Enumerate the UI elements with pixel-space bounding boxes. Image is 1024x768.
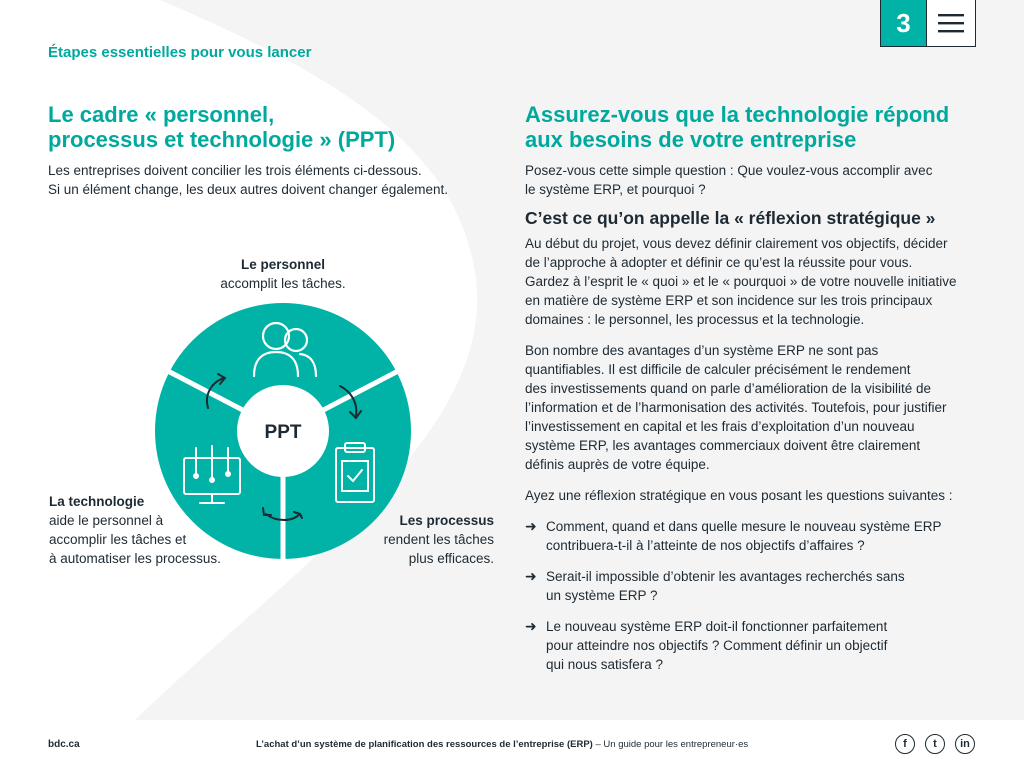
paragraph-1-line: de l’approche à adopter et définir ce qu’est la réussite pour vous. — [525, 255, 913, 270]
question-text — [546, 517, 966, 555]
question-line: Comment, quand et dans quelle mesure le nouveau système ERP — [546, 519, 942, 534]
technology-label-line2: accomplir les tâches et — [49, 532, 187, 547]
paragraph-2-line: Bon nombre des avantages d’un système ERP ne sont pas — [525, 343, 879, 358]
linkedin-icon[interactable]: in — [955, 734, 975, 754]
paragraph-1 — [525, 234, 980, 329]
question-item — [525, 617, 965, 677]
paragraph-2-line: l’information et de l’harmonisation des activités. Toutefois, pour justifier — [525, 400, 947, 415]
question-item — [525, 567, 965, 607]
question-line: Serait-il impossible d’obtenir les avantages recherchés sans — [546, 569, 905, 584]
section-eyebrow: Étapes essentielles pour vous lancer — [48, 44, 312, 61]
technology-label-line3: à automatiser les processus. — [49, 551, 221, 566]
technology-label-line1: aide le personnel à — [49, 513, 164, 528]
question-line: un système ERP ? — [546, 588, 658, 603]
paragraph-2-line: des investissements quand on parle d’amélioration de la visibilité de — [525, 381, 931, 396]
paragraph-2 — [525, 341, 980, 474]
question-item — [525, 517, 965, 557]
paragraph-2-line: définis auprès de votre équipe. — [525, 457, 710, 472]
process-label-line2: plus efficaces. — [408, 551, 494, 566]
people-label-title: Le personnel — [240, 257, 326, 272]
process-label-title: Les processus — [399, 513, 494, 528]
arrow-right-icon: ➜ — [525, 518, 537, 534]
paragraph-1-line: Au début du projet, vous devez définir clairement vos objectifs, décider — [525, 236, 948, 251]
footer-title-bold: L’achat d’un système de planification des ressources de l’entreprise (ERP) — [256, 739, 593, 750]
people-label-text: accomplit les tâches. — [220, 276, 346, 291]
ppt-diagram — [150, 298, 416, 564]
facebook-icon[interactable]: f — [895, 734, 915, 754]
chapter-number-badge[interactable]: 3 — [880, 0, 927, 47]
left-heading-line1: Le cadre « personnel, — [48, 102, 275, 127]
left-intro-line2: Si un élément change, les deux autres doivent changer également. — [48, 182, 449, 197]
arrow-right-icon: ➜ — [525, 568, 537, 584]
footer-title-rest: – Un guide pour les entrepreneur·es — [592, 739, 749, 750]
right-intro-line1: Posez-vous cette simple question : Que voulez-vous accomplir avec — [525, 163, 933, 178]
paragraph-2-line: l’investissement en capital et les frais d’exploitation d’un nouveau — [525, 419, 915, 434]
right-heading-line1: Assurez-vous que la technologie répond — [525, 102, 950, 127]
paragraph-2-line: système ERP, les avantages commerciaux doivent être clairement — [525, 438, 921, 453]
paragraph-1-line: en matière de système ERP et son incidence sur les trois principaux — [525, 293, 933, 308]
hamburger-menu-icon — [938, 13, 964, 33]
paragraph-1-line: Gardez à l’esprit le « quoi » et le « pourquoi » de votre nouvelle initiative — [525, 274, 957, 289]
left-intro-line1: Les entreprises doivent concilier les trois éléments ci-dessous. — [48, 163, 422, 178]
question-line: Le nouveau système ERP doit-il fonctionner parfaitement — [546, 619, 888, 634]
strategic-thinking-subhead: C’est ce qu’on appelle la « réflexion stratégique » — [525, 208, 936, 228]
footer-document-title — [256, 739, 748, 750]
question-line: qui nous satisfera ? — [546, 657, 664, 672]
process-label-line1: rendent les tâches — [383, 532, 494, 547]
right-intro — [525, 161, 975, 199]
footer — [0, 720, 1024, 768]
footer-site-link[interactable]: bdc.ca — [48, 739, 80, 750]
question-line: contribuera-t-il à l’atteinte de nos objectifs d’affaires ? — [546, 538, 865, 553]
question-text — [546, 617, 966, 674]
right-intro-line2: le système ERP, et pourquoi ? — [525, 182, 706, 197]
technology-label-title: La technologie — [49, 494, 145, 509]
people-label — [190, 255, 376, 293]
twitter-icon[interactable]: t — [925, 734, 945, 754]
paragraph-2-line: quantifiables. Il est difficile de calculer précisément le rendement — [525, 362, 911, 377]
left-heading — [48, 102, 468, 152]
paragraph-3: Ayez une réflexion stratégique en vous posant les questions suivantes : — [525, 488, 953, 503]
menu-button[interactable] — [927, 0, 976, 47]
left-heading-line2: processus et technologie » (PPT) — [48, 127, 396, 152]
arrow-right-icon: ➜ — [525, 618, 537, 634]
left-intro — [48, 161, 488, 199]
right-heading — [525, 102, 995, 152]
question-text — [546, 567, 966, 605]
question-line: pour atteindre nos objectifs ? Comment définir un objectif — [546, 638, 888, 653]
right-heading-line2: aux besoins de votre entreprise — [525, 127, 857, 152]
ppt-center-label: PPT — [264, 422, 302, 443]
paragraph-1-line: domaines : le personnel, les processus et la technologie. — [525, 312, 865, 327]
